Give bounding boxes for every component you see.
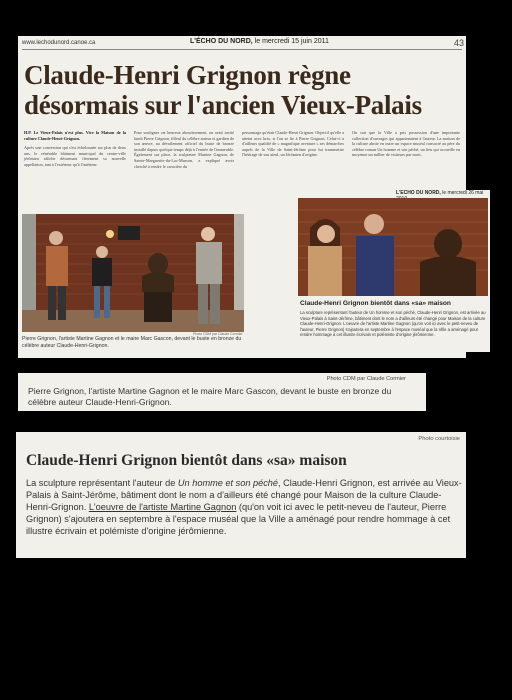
inset-newspaper-date: le mercredi 26 mai (442, 190, 484, 196)
main-photo-illustration (22, 214, 244, 332)
newspaper-date: le mercredi 15 juin 2011 (254, 38, 329, 45)
article-column-2: Pour souligner cet heureux aboutissement, on avait invité lundi Pierre Grignon, filleul du célèbre auteur et gardien de son œuvre, au dévoilement officiel du buste de bronze installé depuis quelque temps déjà à l'entrée de l'immeuble. Également sur place, la sculpteure Martine Gagnon, de Sainte-Marguerite-du-Lac-Masson, a expliqué avoir cherché à rendre le caractère du (134, 130, 234, 169)
article-photo-credit: Photo courtoisie (418, 436, 460, 442)
newspaper-url: www.lechodunord.canoe.ca (22, 40, 96, 46)
article-column-1 (24, 130, 126, 168)
article-headline: Claude-Henri Grignon règne désormais sur l'ancien Vieux-Palais (24, 60, 422, 120)
main-photo (22, 214, 244, 332)
newspaper-name: L'ÉCHO DU NORD, (190, 38, 253, 45)
caption-strip (18, 373, 426, 411)
caption-photo-credit: Photo CDM par Claude Cormier (326, 376, 406, 382)
article-body-part-b: , Claude-Henri Grignon, est arrivée au Vieux-Palais à Saint-Jérôme, bâtiment dont le nom a d'ailleurs été changé pour Maison de la culture Claude-Henri-Grignon. (26, 478, 462, 512)
newspaper-header (190, 38, 329, 45)
inset-newspaper-name: L'ÉCHO DU NORD, (396, 190, 441, 196)
article-title: Claude-Henri Grignon bientôt dans «sa» maison (26, 452, 347, 469)
inset-header (296, 190, 490, 198)
inset-photo-illustration (298, 198, 488, 296)
main-photo-credit: Photo CDM par Claude Cormier (193, 332, 243, 336)
header-rule (22, 49, 462, 50)
inset-clipping (296, 190, 490, 352)
book-title: Un homme et son péché (177, 478, 279, 488)
artist-link-text: L'oeuvre de l'artiste Martine Gagnon (88, 502, 237, 512)
main-photo-caption: Pierre Grignon, l'artiste Martine Gagnon et le maire Marc Gascon, devant le buste en bronze du célèbre auteur Claude-Henri-Grignon. (22, 336, 242, 349)
article-column-4: On sait que la Ville a pris possession d'une importante collection d'ouvrages qui appartenaient à l'auteur. La maison de la culture abrite en outre un espace muséal consacré au père du célèbre roman Un homme et son péché, un lieu qui accueille en moyenne un millier de visiteurs par mois. (352, 130, 460, 158)
article-body-part-a: La sculpture représentant l'auteur de (26, 478, 178, 488)
article-column-3: personnage qu'était Claude-Henri Grignon. Objectif qu'elle a atteint avec brio, si l'on se fie à Pierre Grignon. Celui-ci a d'ailleurs qualifié de « magnifique aventure » ses démarches auprès de la Ville de Saint-Jérôme pour lui transmettre l'héritage de son aïeul, un Jérômien d'origine. (242, 130, 344, 158)
article-column-1-text: Après une conversion qui s'est échelonnée sur plus de deux ans, le vénérable bâtiment municipal du centre-ville jérômien affiche désormais fièrement sa nouvelle appellation, tant à l'extérieur qu'à l'intérieur. (24, 145, 126, 167)
article-body (26, 477, 462, 537)
article-body-part-c: (qu'on voit ici avec le petit-neveu de l'auteur, Pierre Grignon) s'ajoutera en septembre à l'espace muséal que la Ville a aménagé pour rendre hommage à cet illustre écrivain et polémiste d'origine jérômienne. (26, 502, 451, 536)
inset-body: La sculpture représentant l'auteur de Un homme et son péché, Claude-Henri Grignon, est arrivée au Vieux-Palais à Saint-Jérôme, bâtiment dont le nom a d'ailleurs été changé pour Maison de la culture Claude-Henri-Grignon. L'oeuvre de l'artiste Martine Gagnon (qu'on voit ici avec le petit-neveu de l'auteur, Pierre Grignon) s'ajoutera en septembre à l'espace muséal que la Ville a aménagé pour rendre hommage à cet illustre écrivain et polémiste d'origine jérômienne. (300, 310, 486, 338)
inset-photo (298, 198, 488, 296)
inset-title: Claude-Henri Grignon bientôt dans «sa» maison (300, 300, 451, 307)
article-lead: H.P. Le Vieux-Palais n'est plus. Vive la Maison de la culture Claude-Henri-Grignon. (24, 130, 126, 141)
page-number: 43 (453, 38, 464, 48)
caption-text: Pierre Grignon, l'artiste Martine Gagnon et le maire Marc Gascon, devant le buste en bronze du célèbre auteur Claude-Henri-Grignon. (28, 386, 392, 407)
article-strip (16, 432, 466, 558)
